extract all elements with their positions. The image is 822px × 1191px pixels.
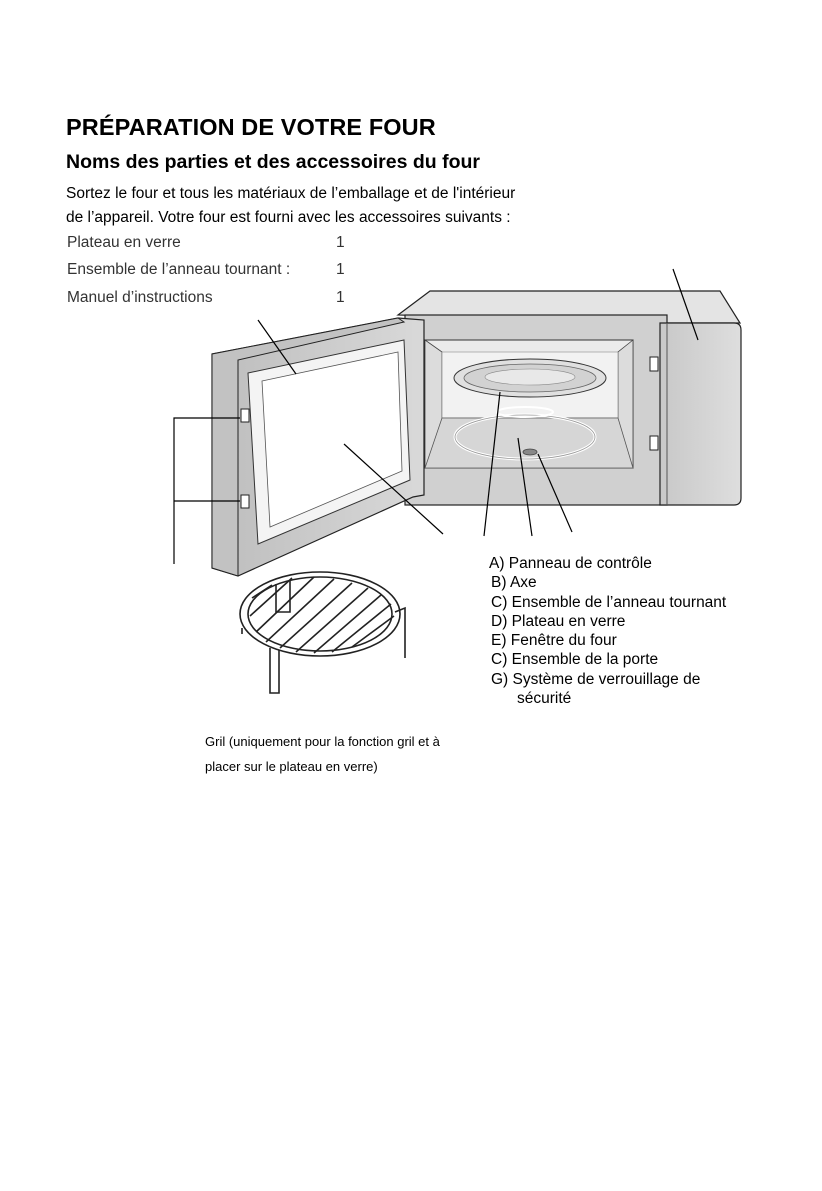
accessory-name: Manuel d’instructions (67, 289, 213, 306)
legend-item-continued: sécurité (517, 690, 572, 708)
accessory-qty: 1 (336, 261, 345, 278)
oven-body (398, 291, 741, 505)
legend-item: B) Axe (491, 574, 537, 592)
page-title: PRÉPARATION DE VOTRE FOUR (66, 114, 436, 140)
caption-line-1: Gril (uniquement pour la fonction gril et à (205, 734, 440, 749)
accessory-name: Plateau en verre (67, 234, 181, 251)
legend-item: D) Plateau en verre (491, 612, 626, 630)
legend-item: C) Ensemble de l’anneau tournant (491, 593, 727, 611)
accessory-qty: 1 (336, 234, 345, 251)
legend-item: E) Fenêtre du four (491, 632, 617, 650)
intro-line-1: Sortez le four et tous les matériaux de l’emballage et de l'intérieur (66, 185, 516, 202)
legend-item: C) Ensemble de la porte (491, 651, 659, 669)
accessory-name: Ensemble de l’anneau tournant : (67, 261, 291, 278)
parts-legend (489, 554, 726, 708)
section-subtitle: Noms des parties et des accessoires du four (66, 151, 480, 173)
legend-item: A) Panneau de contrôle (489, 555, 652, 572)
grill-caption (205, 729, 440, 779)
grill-rack (240, 572, 405, 693)
caption-line-2: placer sur le plateau en verre) (205, 759, 378, 774)
legend-item: G) Système de verrouillage de (491, 670, 701, 688)
intro-line-2: de l’appareil. Votre four est fourni avec les accessoires suivants : (66, 209, 511, 226)
accessory-qty: 1 (336, 289, 345, 306)
oven-door (212, 318, 424, 576)
